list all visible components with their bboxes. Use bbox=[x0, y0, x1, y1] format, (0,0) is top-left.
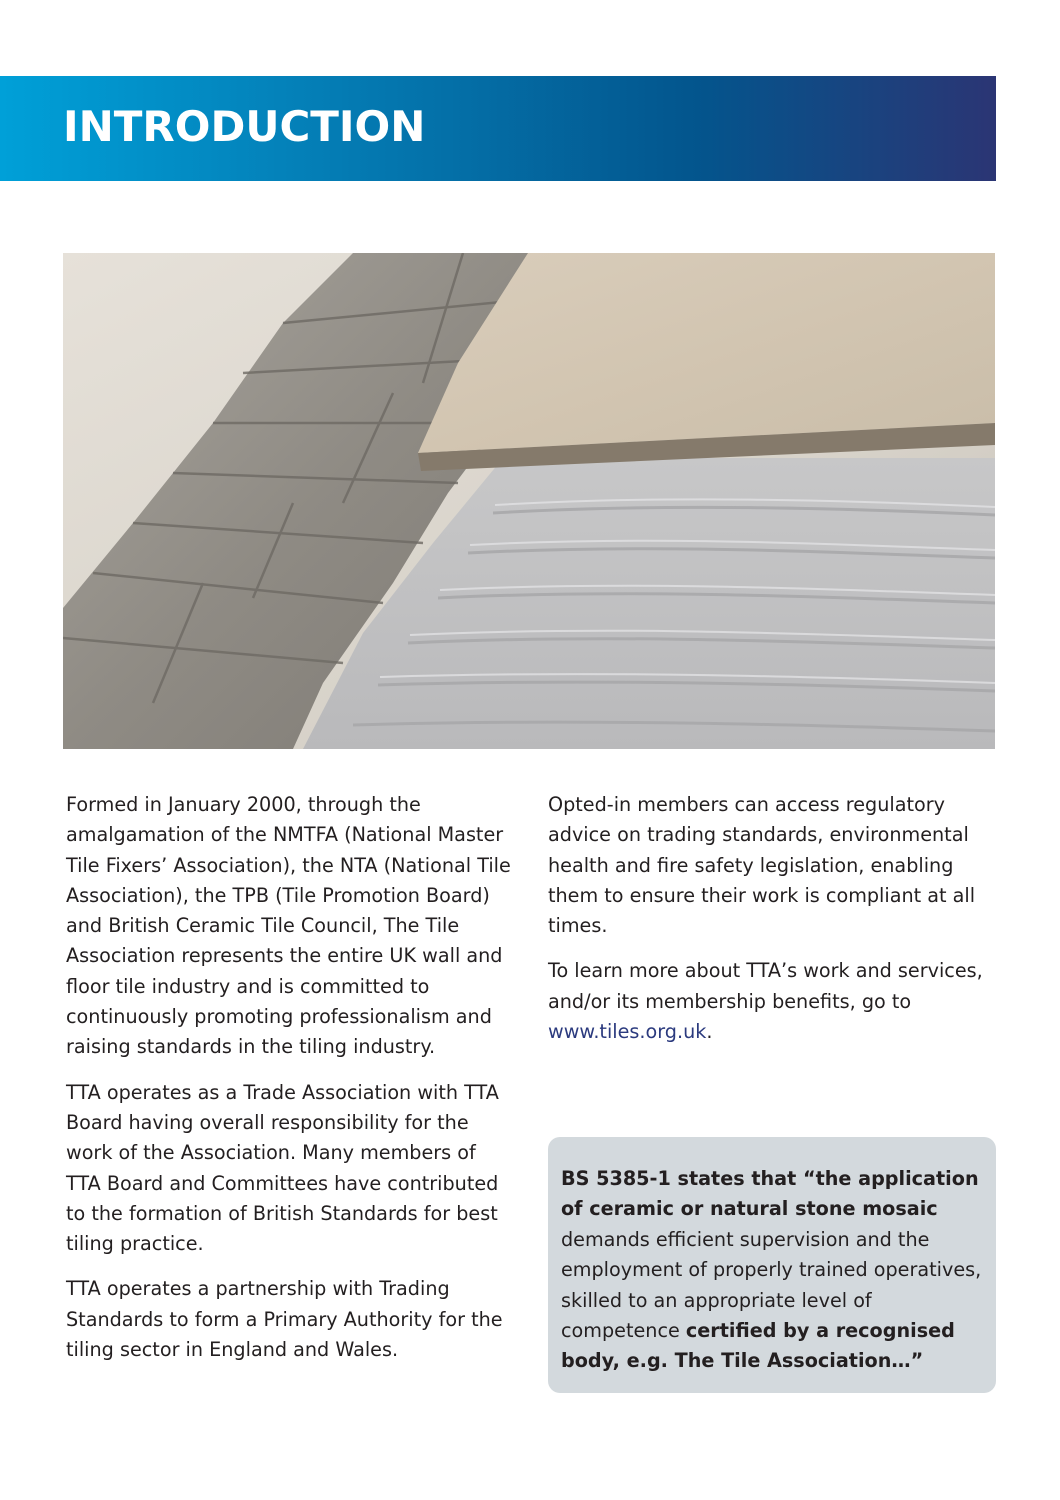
section-header-banner bbox=[0, 76, 996, 181]
website-link[interactable]: www.tiles.org.uk bbox=[548, 1020, 707, 1044]
bs-5385-quote-box bbox=[548, 1137, 996, 1393]
tile-installation-photo bbox=[63, 253, 995, 749]
paragraph-trade-association: TTA operates as a Trade Association with TTA Board having overall responsibility for the work of the Association. Many members of TTA Board and Committees have contributed to the formation of British Standards for best tiling practice. bbox=[66, 1080, 499, 1256]
paragraph-history: Formed in January 2000, through the amalgamation of the NMTFA (National Master Tile Fixers’ Association), the NTA (National Tile Association), the TPB (Tile Promotion Board) and British Ceramic Tile Council, The Tile Association represents the entire UK wall and floor tile industry and is committed to continuously promoting professionalism and raising standards in the tiling industry. bbox=[66, 793, 511, 1059]
page-title: INTRODUCTION bbox=[63, 102, 426, 151]
right-text-column bbox=[548, 790, 998, 1062]
quote-bold-intro: BS 5385-1 states that “the application of ceramic or natural stone mosaic bbox=[561, 1167, 979, 1221]
quote-bold-ending: certified by a recognised body, e.g. The Tile Association…” bbox=[561, 1319, 955, 1373]
learn-more-text: To learn more about TTA’s work and services, and/or its membership benefits, go to bbox=[548, 959, 983, 1013]
paragraph-primary-authority: TTA operates a partnership with Trading Standards to form a Primary Authority for the tiling sector in England and Wales. bbox=[66, 1277, 503, 1362]
quote-body: demands efficient supervision and the employment of properly trained operatives, skilled to an appropriate level of competence bbox=[561, 1227, 982, 1343]
paragraph-learn-more bbox=[548, 956, 998, 1047]
learn-more-suffix: . bbox=[706, 1020, 713, 1044]
paragraph-regulatory-advice: Opted-in members can access regulatory advice on trading standards, environmental health and fire safety legislation, enabling them to ensure their work is compliant at all times. bbox=[548, 793, 976, 938]
tile-photo-illustration bbox=[63, 253, 995, 749]
left-text-column bbox=[66, 790, 516, 1380]
